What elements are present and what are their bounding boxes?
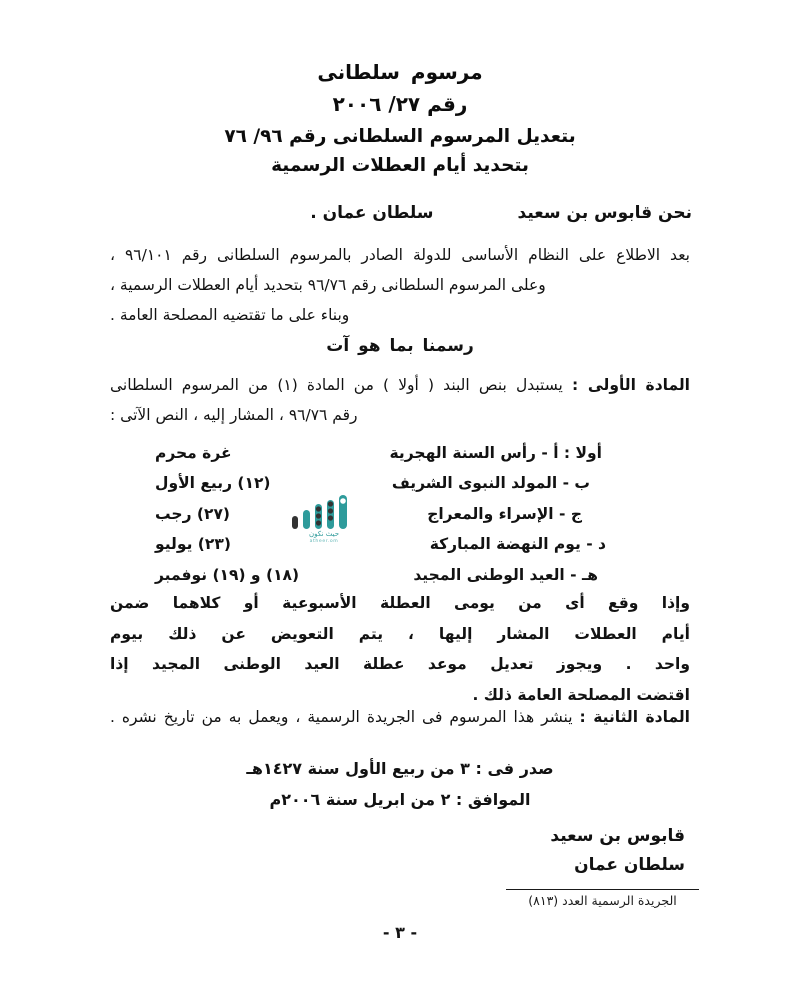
decree-subtitle-line-2: بتحديد أيام العطلات الرسمية (271, 155, 529, 177)
article-one-first-line (110, 370, 690, 400)
issue-dates (0, 753, 800, 815)
holiday-list (155, 438, 660, 590)
hijri-date-value: ٣ من ربيع الأول سنة ١٤٢٧هـ (246, 759, 470, 778)
sultan-title: سلطان عمان . (310, 203, 434, 223)
watermark-domain: atheer.om (309, 538, 339, 544)
whereas-clause: وبناء على ما تقتضيه المصلحة العامة . (110, 306, 350, 325)
whereas-clause: وعلى المرسوم السلطانى رقم ٩٦/٧٦ بتحديد أيام العطلات الرسمية ، (110, 276, 546, 295)
resolve-statement: رسمنا بما هو آت (326, 336, 474, 356)
holiday-item (155, 499, 660, 529)
compensation-paragraph (110, 588, 690, 710)
watermark-tagline: حيث نكون (308, 530, 340, 538)
article-two-label: المادة الثانية : (579, 708, 690, 726)
hijri-date-row (0, 753, 800, 784)
signature-title: سلطان عمان (574, 855, 685, 876)
compensation-line: أيام العطلات المشار إليها ، يتم التعويض عن ذلك بيوم (110, 624, 690, 643)
gazette-reference: الجريدة الرسمية العدد (٨١٣) (528, 893, 677, 908)
holiday-item (155, 468, 660, 498)
compensation-line: واحد . ويجوز تعديل موعد عطلة العيد الوطنى المجيد إذا (110, 655, 690, 674)
compensation-line: اقتضت المصلحة العامة ذلك . (472, 685, 690, 704)
holiday-name: ج - الإسراء والمعراج (427, 504, 582, 523)
signature-block (550, 822, 685, 880)
article-one-label: المادة الأولى : (572, 376, 690, 394)
decree-subtitle-line-1: بتعديل المرسوم السلطانى رقم ٩٦/ ٧٦ (224, 125, 576, 147)
whereas-clause: بعد الاطلاع على النظام الأساسى للدولة الصادر بالمرسوم السلطانى رقم ٩٦/١٠١ ، (110, 246, 690, 264)
holiday-name: أولا : أ - رأس السنة الهجرية (389, 444, 602, 462)
article-two (110, 703, 690, 732)
article-one-text: يستبدل بنص البند ( أولا ) من المادة (١) من المرسوم السلطانى (110, 376, 563, 394)
gregorian-date-value: ٢ من ابريل سنة ٢٠٠٦م (269, 790, 451, 810)
holiday-name: د - يوم النهضة المباركة (429, 535, 606, 554)
decree-number-line: رقم ٢٧/ ٢٠٠٦ (332, 92, 468, 117)
holiday-date: (٢٣) يوليو (155, 535, 231, 554)
article-one-second-line: رقم ٩٦/٧٦ ، المشار إليه ، النص الآتى : (110, 406, 358, 425)
signature-name: قابوس بن سعيد (550, 826, 685, 846)
sultan-name: نحن قابوس بن سعيد (517, 203, 692, 223)
holiday-date: غرة محرم (155, 444, 232, 462)
royal-preamble (108, 203, 692, 223)
article-two-text: ينشر هذا المرسوم فى الجريدة الرسمية ، ويعمل به من تاريخ نشره . (110, 708, 573, 726)
holiday-date: (١٢) ربيع الأول (155, 474, 271, 493)
gregorian-date-label: الموافق : (455, 790, 531, 810)
holiday-item (155, 529, 660, 559)
article-one (110, 370, 690, 431)
holiday-date: (٢٧) رجب (155, 504, 230, 523)
footer-divider (506, 889, 699, 890)
compensation-line: وإذا وقع أى من يومى العطلة الأسبوعية أو كلاهما ضمن (110, 594, 690, 612)
decree-title-block (0, 58, 800, 179)
holiday-item (155, 438, 660, 468)
holiday-item (155, 560, 660, 590)
page-number: - ٣ - (382, 923, 418, 942)
decree-title-line-1: مرسوم سلطانى (317, 60, 483, 84)
hijri-date-label: صدر فى : (475, 759, 554, 778)
holiday-date: (١٨) و (١٩) نوفمبر (155, 565, 300, 584)
whereas-clauses (110, 240, 690, 331)
holiday-name: ب - المولد النبوى الشريف (391, 474, 590, 493)
holiday-name: هـ - العيد الوطنى المجيد (413, 565, 598, 584)
gregorian-date-row (0, 784, 800, 815)
